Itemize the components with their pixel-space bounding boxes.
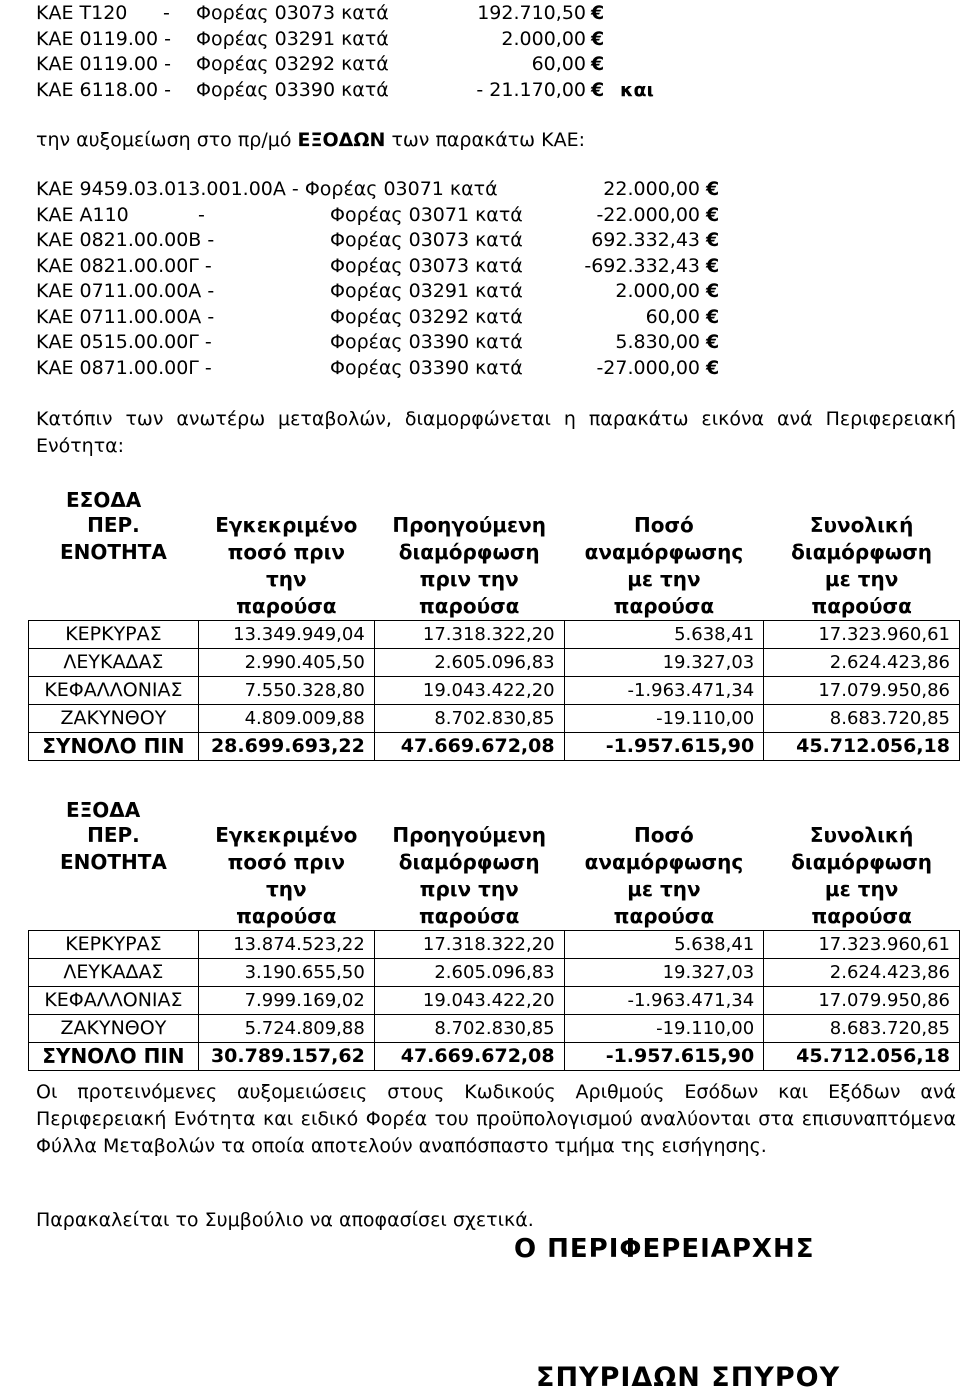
- amount-cell: 17.323.960,61: [764, 931, 960, 959]
- column-header-line: παρούσα: [418, 594, 520, 618]
- after-changes-text: Κατόπιν των ανωτέρω μεταβολών, διαμορφώνεται η παρακάτω εικόνα ανά Περιφερειακή Ενότητα:: [36, 408, 956, 457]
- total-row: [29, 1043, 960, 1071]
- kae-entity: Φορέας 03291 κατά: [330, 280, 523, 302]
- increase-intro-after: των παρακάτω ΚΑΕ:: [385, 129, 585, 151]
- euro-symbol: €: [591, 78, 605, 101]
- column-header-line: παρούσα: [811, 904, 912, 928]
- signatory-name: ΣΠΥΡΙΔΩΝ ΣΠΥΡΟΥ: [536, 1362, 841, 1393]
- amount-cell: 19.327,03: [564, 959, 764, 987]
- increase-intro-bold: ΕΞΟΔΩΝ: [297, 129, 386, 151]
- amount-cell: 19.327,03: [564, 649, 764, 677]
- column-header-line: παρούσα: [613, 904, 715, 928]
- amount-cell: 8.702.830,85: [374, 1015, 564, 1043]
- column-header-line: ΠΕΡ.: [87, 513, 140, 537]
- region-cell: ΚΕΦΑΛΛΟΝΙΑΣ: [29, 987, 199, 1015]
- column-header: [764, 512, 960, 621]
- euro-symbol: €: [706, 229, 720, 251]
- kae-line: [0, 227, 960, 253]
- proposal-paragraph: Οι προτεινόμενες αυξομειώσεις στους Κωδικούς Αριθμούς Εσόδων και Εξόδων ανά Περιφερειακή Ενότητα και ειδικό Φορέα του προϋπολογισμού αναλύονται στα επισυναπτόμενα Φύλλα Μεταβολών τα οποία αποτελούν αναπόσπαστο τμήμα της εισήγησης.: [36, 1081, 956, 1157]
- amount-cell: 8.683.720,85: [764, 1015, 960, 1043]
- euro-symbol: €: [706, 356, 720, 379]
- kae-line: [0, 202, 960, 228]
- kae-line: [0, 51, 960, 77]
- total-amount-cell: -1.957.615,90: [564, 1043, 764, 1071]
- total-label-cell: ΣΥΝΟΛΟ ΠΙΝ: [29, 733, 199, 761]
- region-cell: ΛΕΥΚΑΔΑΣ: [29, 959, 199, 987]
- column-header-line: ΕΝΟΤΗΤΑ: [59, 850, 167, 874]
- amount-cell: 13.349.949,04: [198, 621, 374, 649]
- amount-cell: 8.702.830,85: [374, 705, 564, 733]
- kae-line: [0, 278, 960, 304]
- column-header-line: διαμόρφωση: [791, 850, 933, 874]
- column-header-line: Εγκεκριμένο: [215, 513, 358, 537]
- kae-line: [0, 304, 960, 330]
- kae-code: ΚΑΕ 0711.00.00Α -: [36, 305, 215, 328]
- region-cell: ΚΕΡΚΥΡΑΣ: [29, 621, 199, 649]
- amount-cell: 5.638,41: [564, 621, 764, 649]
- column-header-line: παρούσα: [236, 594, 337, 618]
- amount-cell: 2.605.096,83: [374, 959, 564, 987]
- kae-amount: 192.710,50: [477, 2, 586, 24]
- column-header-line: Ποσό: [634, 823, 694, 847]
- column-header: [198, 512, 374, 621]
- table-row: [29, 959, 960, 987]
- euro-symbol: €: [706, 280, 720, 302]
- kae-line: [0, 355, 960, 381]
- kae-code: ΚΑΕ 6118.00 -: [36, 78, 171, 101]
- kae-entity: Φορέας 03390 κατά: [196, 78, 389, 101]
- euro-symbol: €: [706, 305, 720, 328]
- table-row: [29, 931, 960, 959]
- table-row: [29, 987, 960, 1015]
- table-row: [29, 649, 960, 677]
- column-header: [198, 822, 374, 931]
- kae-separator: -: [198, 203, 205, 226]
- kae-line: [0, 77, 960, 103]
- region-cell: ΚΕΡΚΥΡΑΣ: [29, 931, 199, 959]
- amount-cell: 17.079.950,86: [764, 677, 960, 705]
- amount-cell: 2.624.423,86: [764, 959, 960, 987]
- column-header: [374, 512, 564, 621]
- total-amount-cell: 45.712.056,18: [764, 733, 960, 761]
- column-header-line: αναμόρφωσης: [584, 540, 744, 564]
- table-row: [29, 621, 960, 649]
- column-header-line: με την: [627, 567, 701, 591]
- kae-amount: 60,00: [645, 305, 700, 328]
- increase-intro-before: την αυξομείωση στο πρ/μό: [36, 129, 298, 151]
- kae-entity: Φορέας 03073 κατά: [330, 229, 523, 251]
- kae-amount: 5.830,00: [615, 331, 700, 353]
- kae-amount: 2.000,00: [615, 280, 700, 302]
- kae-line: [0, 26, 960, 52]
- increase-intro: [36, 131, 585, 150]
- column-header-line: ΠΕΡ.: [87, 823, 140, 847]
- kae-code: ΚΑΕ 9459.03.013.001.00Α - Φορέας 03071 κατά: [36, 178, 498, 200]
- kae-code: ΚΑΕ 0821.00.00Γ -: [36, 254, 212, 277]
- after-changes-paragraph: [36, 406, 956, 460]
- column-header: [374, 822, 564, 931]
- region-cell: ΚΕΦΑΛΛΟΝΙΑΣ: [29, 677, 199, 705]
- column-header-line: Εγκεκριμένο: [215, 823, 358, 847]
- signatory-title: Ο ΠΕΡΙΦΕΡΕΙΑΡΧΗΣ: [514, 1234, 815, 1264]
- column-header-line: παρούσα: [236, 904, 337, 928]
- amount-cell: 2.990.405,50: [198, 649, 374, 677]
- euro-symbol: €: [706, 331, 720, 353]
- kae-code: ΚΑΕ 0119.00 -: [36, 27, 171, 50]
- column-header-line: διαμόρφωση: [398, 540, 540, 564]
- amount-cell: 4.809.009,88: [198, 705, 374, 733]
- amount-cell: 13.874.523,22: [198, 931, 374, 959]
- column-header-line: την: [266, 567, 307, 591]
- column-header-line: Συνολική: [809, 823, 914, 847]
- column-header-line: με την: [824, 877, 899, 901]
- column-header-line: πριν την: [419, 567, 519, 591]
- column-header-line: παρούσα: [418, 904, 520, 928]
- expense-table: [28, 822, 960, 1071]
- kae-separator: -: [163, 2, 170, 24]
- kae-code: ΚΑΕ 0515.00.00Γ -: [36, 331, 212, 353]
- amount-cell: -1.963.471,34: [564, 677, 764, 705]
- amount-cell: 3.190.655,50: [198, 959, 374, 987]
- table-row: [29, 677, 960, 705]
- amount-cell: 2.624.423,86: [764, 649, 960, 677]
- euro-symbol: €: [706, 254, 720, 277]
- column-header: [29, 822, 199, 931]
- column-header-line: ποσό πριν: [227, 850, 346, 874]
- column-header-line: Ποσό: [634, 513, 694, 537]
- euro-symbol: €: [591, 27, 605, 50]
- total-amount-cell: 47.669.672,08: [374, 733, 564, 761]
- kae-entity: Φορέας 03291 κατά: [196, 27, 389, 50]
- euro-symbol: €: [591, 53, 605, 75]
- column-header: [764, 822, 960, 931]
- total-amount-cell: 28.699.693,22: [198, 733, 374, 761]
- kae-suffix: και: [620, 78, 654, 101]
- amount-cell: 5.724.809,88: [198, 1015, 374, 1043]
- kae-line: [0, 329, 960, 355]
- table-header-row: [29, 512, 960, 621]
- table-row: [29, 1015, 960, 1043]
- kae-code: ΚΑΕ 0871.00.00Γ -: [36, 356, 212, 379]
- amount-cell: 17.318.322,20: [374, 621, 564, 649]
- kae-line: [0, 0, 960, 26]
- kae-amount: 22.000,00: [603, 178, 700, 200]
- kae-amount: 60,00: [531, 53, 586, 75]
- total-label-cell: ΣΥΝΟΛΟ ΠΙΝ: [29, 1043, 199, 1071]
- kae-line: [0, 253, 960, 279]
- kae-entity: Φορέας 03292 κατά: [196, 53, 389, 75]
- column-header-line: την: [266, 877, 307, 901]
- amount-cell: -19.110,00: [564, 1015, 764, 1043]
- expense-table-title: ΕΞΟΔΑ: [66, 798, 141, 822]
- kae-entity: Φορέας 03073 κατά: [196, 2, 389, 24]
- amount-cell: 17.323.960,61: [764, 621, 960, 649]
- table-row: [29, 705, 960, 733]
- kae-amount: -27.000,00: [596, 356, 700, 379]
- kae-amount: 2.000,00: [501, 27, 586, 50]
- kae-code: ΚΑΕ Τ120: [36, 2, 128, 24]
- column-header-line: διαμόρφωση: [791, 540, 933, 564]
- kae-entity: Φορέας 03071 κατά: [330, 203, 523, 226]
- amount-cell: 5.638,41: [564, 931, 764, 959]
- euro-symbol: €: [706, 178, 720, 200]
- kae-code: ΚΑΕ 0821.00.00Β -: [36, 229, 215, 251]
- column-header-line: παρούσα: [613, 594, 715, 618]
- amount-cell: 19.043.422,20: [374, 677, 564, 705]
- euro-symbol: €: [591, 2, 605, 24]
- amount-cell: 17.318.322,20: [374, 931, 564, 959]
- amount-cell: 7.999.169,02: [198, 987, 374, 1015]
- total-row: [29, 733, 960, 761]
- kae-line: [0, 176, 960, 202]
- kae-entity: Φορέας 03292 κατά: [330, 305, 523, 328]
- amount-cell: -19.110,00: [564, 705, 764, 733]
- region-cell: ΛΕΥΚΑΔΑΣ: [29, 649, 199, 677]
- column-header-line: Προηγούμενη: [392, 513, 546, 537]
- column-header-line: Προηγούμενη: [392, 823, 546, 847]
- kae-entity: Φορέας 03390 κατά: [330, 356, 523, 379]
- column-header: [564, 512, 764, 621]
- amount-cell: -1.963.471,34: [564, 987, 764, 1015]
- kae-amount: 692.332,43: [591, 229, 700, 251]
- column-header: [564, 822, 764, 931]
- kae-amount: - 21.170,00: [476, 78, 586, 101]
- amount-cell: 2.605.096,83: [374, 649, 564, 677]
- total-amount-cell: 45.712.056,18: [764, 1043, 960, 1071]
- total-amount-cell: 30.789.157,62: [198, 1043, 374, 1071]
- revenue-table: [28, 512, 960, 761]
- total-amount-cell: -1.957.615,90: [564, 733, 764, 761]
- euro-symbol: €: [706, 203, 720, 226]
- kae-code: ΚΑΕ 0711.00.00Α -: [36, 280, 215, 302]
- request-text: Παρακαλείται το Συμβούλιο να αποφασίσει σχετικά.: [36, 1209, 534, 1231]
- kae-entity: Φορέας 03390 κατά: [330, 331, 523, 353]
- amount-cell: 7.550.328,80: [198, 677, 374, 705]
- kae-amount: -22.000,00: [596, 203, 700, 226]
- column-header-line: ποσό πριν: [227, 540, 346, 564]
- kae-code: ΚΑΕ Α110: [36, 203, 129, 226]
- kae-amount: -692.332,43: [584, 254, 700, 277]
- column-header: [29, 512, 199, 621]
- region-cell: ΖΑΚΥΝΘΟΥ: [29, 705, 199, 733]
- column-header-line: διαμόρφωση: [398, 850, 540, 874]
- column-header-line: παρούσα: [811, 594, 912, 618]
- total-amount-cell: 47.669.672,08: [374, 1043, 564, 1071]
- revenue-table-title: ΕΣΟΔΑ: [66, 488, 142, 512]
- region-cell: ΖΑΚΥΝΘΟΥ: [29, 1015, 199, 1043]
- table-header-row: [29, 822, 960, 931]
- column-header-line: ΕΝΟΤΗΤΑ: [59, 540, 167, 564]
- amount-cell: 8.683.720,85: [764, 705, 960, 733]
- column-header-line: με την: [627, 877, 701, 901]
- column-header-line: με την: [824, 567, 899, 591]
- amount-cell: 17.079.950,86: [764, 987, 960, 1015]
- kae-code: ΚΑΕ 0119.00 -: [36, 53, 171, 75]
- column-header-line: Συνολική: [809, 513, 914, 537]
- column-header-line: πριν την: [419, 877, 519, 901]
- kae-entity: Φορέας 03073 κατά: [330, 254, 523, 277]
- column-header-line: αναμόρφωσης: [584, 850, 744, 874]
- amount-cell: 19.043.422,20: [374, 987, 564, 1015]
